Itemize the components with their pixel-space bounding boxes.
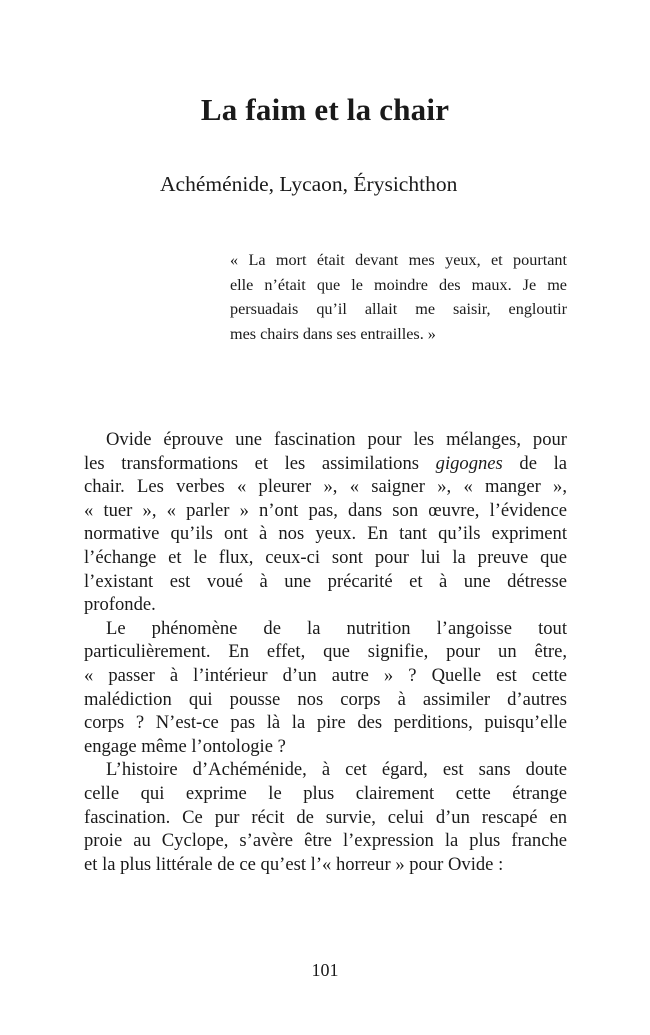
epigraph xyxy=(230,248,567,346)
paragraph-1-line: chair. Les verbes « pleurer », « saigner », « manger », xyxy=(84,476,567,498)
page-number: 101 xyxy=(311,960,339,980)
paragraph-2-line: engage même l’ontologie ? xyxy=(84,735,286,757)
paragraph-3-line: proie au Cyclope, s’avère être l’expression la plus franche xyxy=(84,830,567,852)
epigraph-line: « La mort était devant mes yeux, et pourtant xyxy=(230,251,567,269)
paragraph-1-line: Ovide éprouve une fascination pour les mélanges, pour xyxy=(106,429,567,450)
paragraph-3-line: L’histoire d’Achéménide, à cet égard, est sans doute xyxy=(106,759,567,781)
paragraph-2-line: malédiction qui pousse nos corps à assimiler d’autres xyxy=(84,688,567,710)
paragraph-3-line: et la plus littérale de ce qu’est l’« horreur » pour Ovide : xyxy=(84,853,504,875)
paragraph-1-line: les transformations et les assimilations gigognes de la xyxy=(84,452,567,474)
paragraph-2-line: particulièrement. En effet, que signifie, pour un être, xyxy=(84,641,567,663)
paragraph-2-line: « passer à l’intérieur d’un autre » ? Quelle est cette xyxy=(84,664,567,686)
paragraph-1-line: « tuer », « parler » n’ont pas, dans son œuvre, l’évidence xyxy=(84,499,567,521)
paragraph-1-line: profonde. xyxy=(84,594,156,616)
paragraph-2-line: Le phénomène de la nutrition l’angoisse tout xyxy=(106,617,567,639)
paragraph-1-line: l’échange et le flux, ceux-ci sont pour lui la preuve que xyxy=(84,546,567,568)
paragraph-2-line: corps ? N’est-ce pas là la pire des perditions, puisqu’elle xyxy=(84,712,567,734)
paragraph-1-line: l’existant est voué à une précarité et à une détresse xyxy=(84,570,567,592)
chapter-subtitle: Achéménide, Lycaon, Érysichthon xyxy=(160,172,458,196)
paragraph-1-line: normative qu’ils ont à nos yeux. En tant qu’ils expriment xyxy=(84,523,567,545)
paragraph-3-line: celle qui exprime le plus clairement cette étrange xyxy=(84,782,567,804)
epigraph-line: mes chairs dans ses entrailles. » xyxy=(230,324,436,343)
paragraph-3-line: fascination. Ce pur récit de survie, celui d’un rescapé en xyxy=(84,806,567,828)
chapter-title: La faim et la chair xyxy=(200,92,450,127)
epigraph-line: elle n’était que le moindre des maux. Je me xyxy=(230,275,567,294)
epigraph-line: persuadais qu’il allait me saisir, engloutir xyxy=(230,300,567,318)
body-text xyxy=(84,428,567,876)
emphasis-gigognes: gigognes xyxy=(435,452,503,474)
